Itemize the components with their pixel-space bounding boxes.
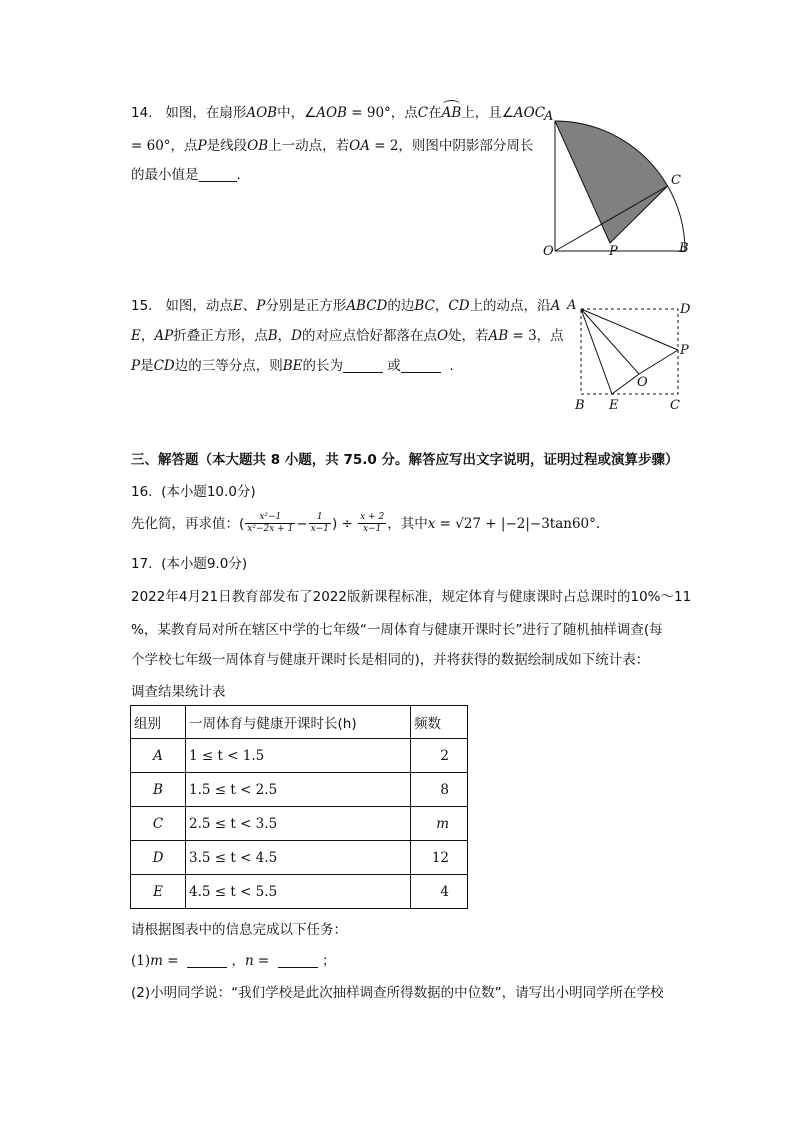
q16-expression: 先化简，再求值：( $\frac{\text{x²−1}}{\text{x²−2x + 1}}$ − $\frac{1}{x-1}$ ) ÷ $\frac{x + 2}{x-1}$ ，其中x = √27 + |−2|−3tan60°. <box>131 512 601 535</box>
q14-number: 14. <box>131 105 153 121</box>
q15-answer-blank-2[interactable] <box>401 358 441 373</box>
q17-number: 17. <box>131 556 153 572</box>
section-heading: 三、解答题（本大题共 8 小题，共 75.0 分。解答应写出文字说明，证明过程或演算步骤） <box>131 452 679 468</box>
range-cell: 1.5 ≤ t < 2.5 <box>186 773 411 807</box>
table-header-cell: 频数 <box>411 706 468 739</box>
q17-score: (本小题9.0分) <box>161 556 248 572</box>
shaded-region <box>555 121 668 243</box>
q14-line-3: 的最小值是 . <box>131 167 241 183</box>
label-c: C <box>671 173 681 188</box>
q15-line-1: 15. 如图，动点E、P分别是正方形ABCD的边BC，CD上的动点，沿A <box>131 298 561 314</box>
label-o: O <box>543 244 554 259</box>
label-o: O <box>637 375 648 390</box>
table-row <box>131 773 468 807</box>
q17-para-line-2: %，某教育局对所在辖区中学的七年级“一周体育与健康开课时长”进行了随机抽样调查(每 <box>131 622 663 638</box>
label-b: B <box>679 241 689 256</box>
q16-score: (本小题10.0分) <box>161 484 256 500</box>
label-d: D <box>680 302 691 317</box>
label-a: A <box>567 298 577 313</box>
task1-m-blank[interactable] <box>187 953 227 968</box>
q14-answer-blank[interactable] <box>199 167 237 182</box>
label-b: B <box>575 398 585 413</box>
table-header-cell: 一周体育与健康开课时长(h) <box>186 706 411 739</box>
segment-ao <box>581 309 639 374</box>
label-e: E <box>609 398 619 413</box>
label-p: P <box>680 343 689 358</box>
q16-header <box>131 484 256 500</box>
q15-answer-blank-1[interactable] <box>343 358 383 373</box>
table-header-cell: 组别 <box>131 706 186 739</box>
label-a: A <box>544 109 554 124</box>
segment-ap <box>581 309 678 350</box>
q17-para-line-3: 个学校七年级一周体育与健康开课时长是相同的)，并将获得的数据绘制成如下统计表： <box>131 652 650 668</box>
range-cell: 4.5 ≤ t < 5.5 <box>186 875 411 909</box>
table-row <box>131 739 468 773</box>
q15-line-3: P是CD边的三等分点，则BE的长为 或 . <box>131 358 454 374</box>
group-cell: A <box>131 739 186 773</box>
q17-para-line-1: 2022年4月21日教育部发布了2022版新课程标准，规定体育与健康课时占总课时的10%～11 <box>131 589 692 605</box>
range-cell: 1 ≤ t < 1.5 <box>186 739 411 773</box>
q17-header <box>131 556 247 572</box>
freq-cell: 8 <box>411 773 468 807</box>
q14-figure <box>540 102 710 262</box>
group-cell: C <box>131 807 186 841</box>
label-p: P <box>609 244 618 259</box>
task-1: (1)m = ，n = ； <box>131 953 336 969</box>
range-cell: 3.5 ≤ t < 4.5 <box>186 841 411 875</box>
segment-ae <box>581 309 612 394</box>
q14-line-1: 14. 如图，在扇形AOB中，∠AOB = 90°，点C在AB上，且∠AOC <box>131 105 546 121</box>
arc-ab-notation: AB <box>441 105 462 121</box>
segment-eo <box>612 374 639 394</box>
freq-cell: m <box>411 807 468 841</box>
group-cell: B <box>131 773 186 807</box>
task-2: (2)小明同学说：“我们学校是此次抽样调查所得数据的中位数”，请写出小明同学所在学校 <box>131 985 664 1001</box>
range-cell: 2.5 ≤ t < 3.5 <box>186 807 411 841</box>
group-cell: D <box>131 841 186 875</box>
statistics-table <box>130 705 468 909</box>
segment-op <box>639 350 678 374</box>
table-row <box>131 807 468 841</box>
q15-number: 15. <box>131 298 153 314</box>
freq-cell: 4 <box>411 875 468 909</box>
freq-cell: 2 <box>411 739 468 773</box>
table-row <box>131 875 468 909</box>
q16-number: 16. <box>131 484 153 500</box>
label-c: C <box>670 398 680 413</box>
table-title: 调查结果统计表 <box>131 684 226 700</box>
q14-line-2: = 60°，点P是线段OB上一动点，若OA = 2，则图中阴影部分周长 <box>131 138 534 154</box>
table-header-row <box>131 706 468 739</box>
q15-figure <box>564 296 704 414</box>
freq-cell: 12 <box>411 841 468 875</box>
table-row <box>131 841 468 875</box>
task1-n-blank[interactable] <box>278 953 318 968</box>
group-cell: E <box>131 875 186 909</box>
q15-line-2: E，AP折叠正方形，点B，D的对应点恰好都落在点O处，若AB = 3，点 <box>131 328 564 344</box>
task-intro: 请根据图表中的信息完成以下任务： <box>131 922 347 938</box>
